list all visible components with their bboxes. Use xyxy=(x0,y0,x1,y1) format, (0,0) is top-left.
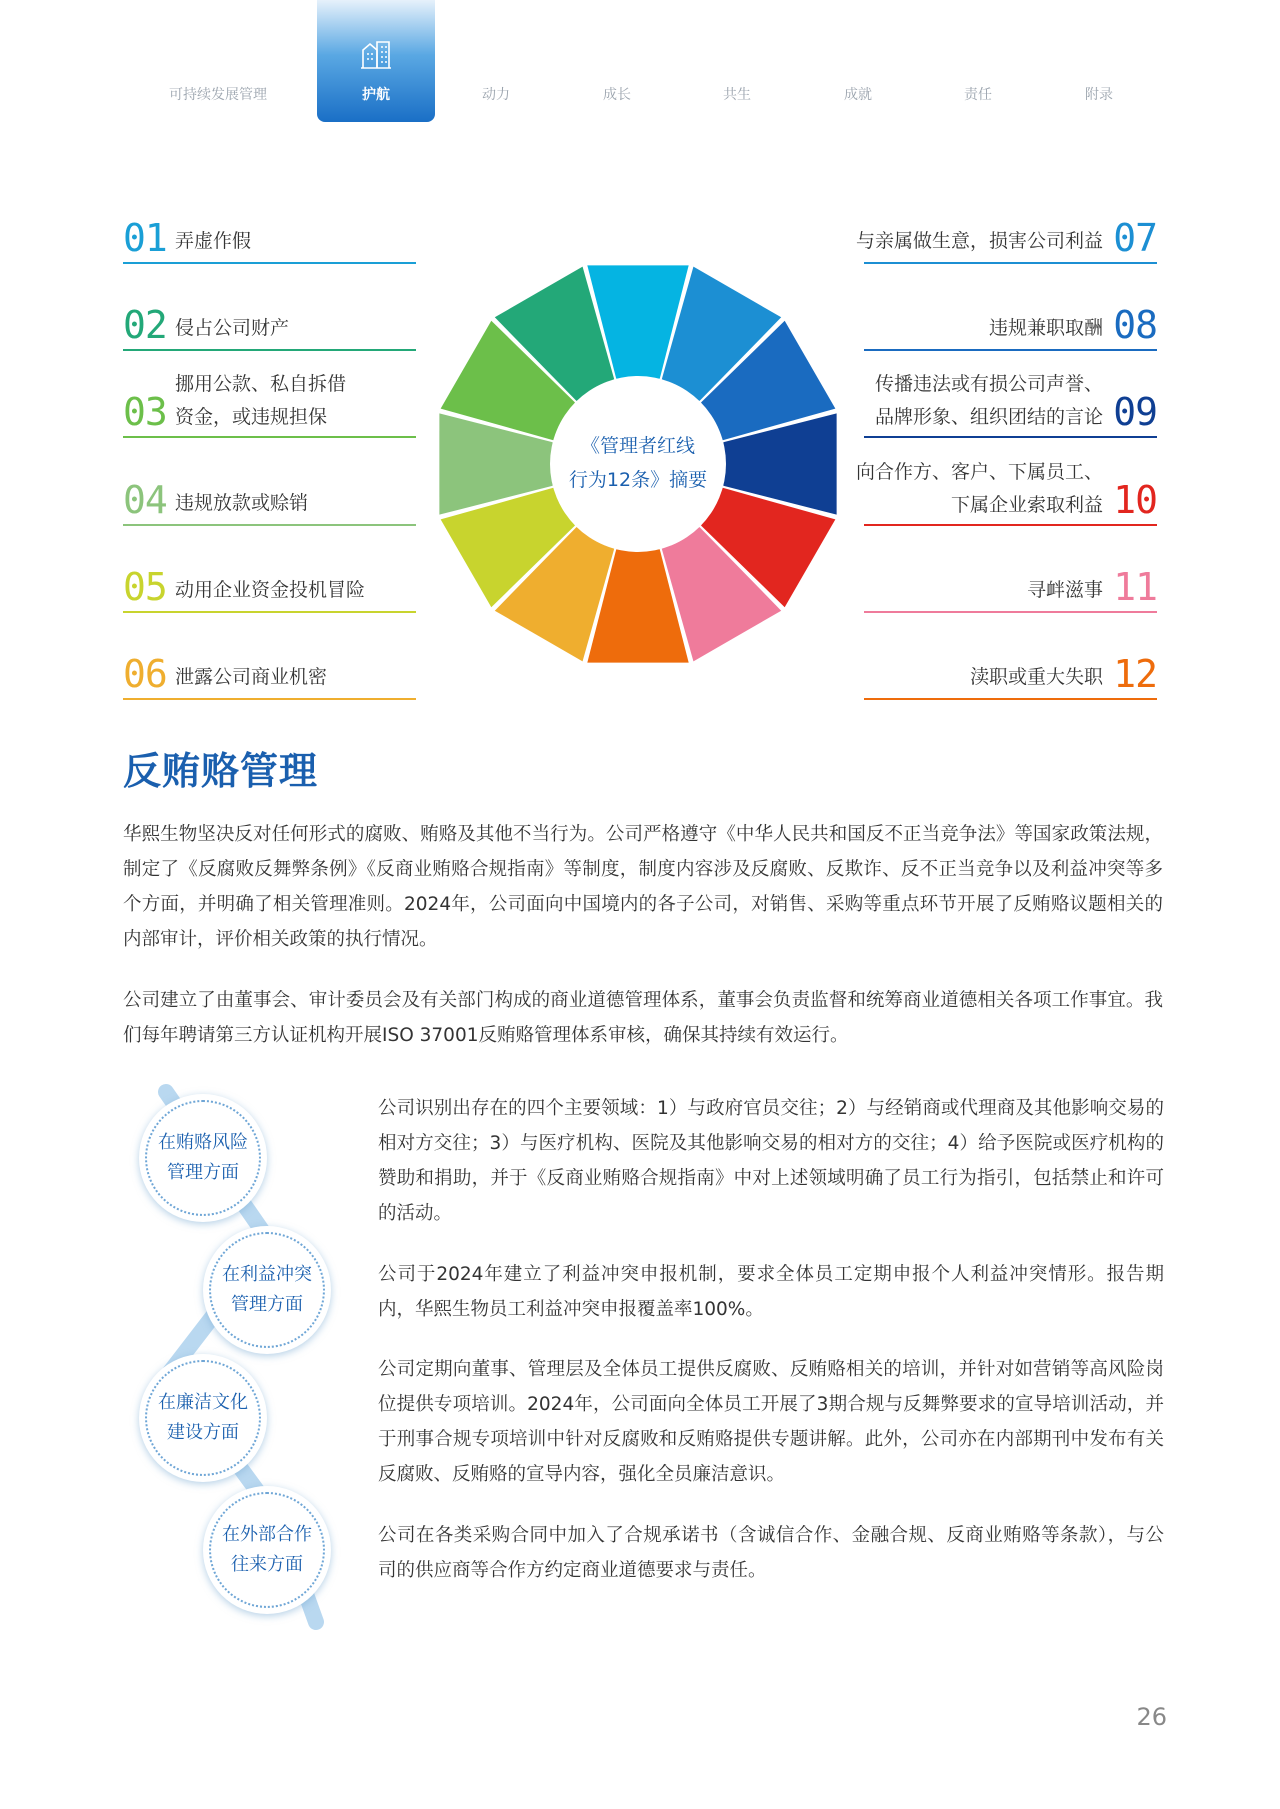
top-nav xyxy=(0,0,1280,122)
wheel-center xyxy=(550,376,726,552)
item-number: 06 xyxy=(123,652,167,696)
wheel-title-line2: 行为12条》摘要 xyxy=(568,469,708,491)
item-number: 09 xyxy=(1113,390,1157,434)
aspect-text-integrity-culture: 公司定期向董事、管理层及全体员工提供反腐败、反贿赂相关的培训，并针对如营销等高风险岗位提供专项培训。2024年，公司面向全体员工开展了3期合规与反舞弊要求的宣导培训活动，并于刑事合规专项培训中针对反腐败和反贿赂提供专题讲解。此外，公司亦在内部期刊中发布有关反腐败、反贿赂的宣导内容，强化全员廉洁意识。 xyxy=(378,1359,1164,1485)
nav-tab-appendix[interactable]: 附录 xyxy=(1085,87,1113,103)
bubble-line1: 在利益冲突 xyxy=(222,1264,312,1285)
nav-tab-symbiosis[interactable]: 共生 xyxy=(723,87,751,103)
item-underline xyxy=(123,436,416,438)
item-number: 02 xyxy=(123,303,167,347)
red-line-item xyxy=(123,652,416,696)
nav-tab-power[interactable]: 动力 xyxy=(482,87,510,103)
item-number: 01 xyxy=(123,216,167,260)
red-line-item xyxy=(864,303,1157,347)
item-text-line2: 下属企业索取利益 xyxy=(950,494,1103,516)
item-underline xyxy=(864,698,1157,700)
aspect-bubble-external-cooperation xyxy=(203,1486,331,1614)
red-line-item xyxy=(864,652,1157,696)
item-number: 07 xyxy=(1113,216,1157,260)
nav-tab-growth[interactable]: 成长 xyxy=(603,87,631,103)
item-text-line2: 资金，或违规担保 xyxy=(175,406,328,428)
item-text: 侵占公司财产 xyxy=(175,317,290,339)
item-text-line1: 传播违法或有损公司声誉、 xyxy=(874,373,1103,395)
item-underline xyxy=(864,349,1157,351)
item-text: 寻衅滋事 xyxy=(1026,579,1103,601)
item-underline xyxy=(864,611,1157,613)
item-text: 泄露公司商业机密 xyxy=(175,666,328,688)
aspect-bubble-bribery-risk xyxy=(139,1094,267,1222)
item-underline xyxy=(123,349,416,351)
intro-paragraph: 华熙生物坚决反对任何形式的腐败、贿赂及其他不当行为。公司严格遵守《中华人民共和国反不正当竞争法》等国家政策法规，制定了《反腐败反舞弊条例》《反商业贿赂合规指南》等制度，制度内容涉及反腐败、反欺诈、反不正当竞争以及利益冲突等多个方面，并明确了相关管理准则。2024年，公司面向中国境内的各子公司，对销售、采购等重点环节开展了反贿赂议题相关的内部审计，评价相关政策的执行情况。 xyxy=(123,824,1163,950)
item-underline xyxy=(864,436,1157,438)
nav-tab-escort[interactable]: 护航 xyxy=(317,0,435,122)
building-icon xyxy=(359,38,393,70)
item-text: 与亲属做生意，损害公司利益 xyxy=(855,230,1103,252)
bubble-line1: 在外部合作 xyxy=(222,1524,312,1545)
item-underline xyxy=(123,611,416,613)
bubble-line1: 在廉洁文化 xyxy=(158,1392,248,1413)
item-text: 违规兼职取酬 xyxy=(988,317,1103,339)
red-line-item xyxy=(123,478,416,522)
item-text-line2: 品牌形象、组织团结的言论 xyxy=(874,406,1103,428)
red-line-item xyxy=(864,373,1157,434)
item-underline xyxy=(864,524,1157,526)
item-underline xyxy=(123,262,416,264)
bubble-line2: 管理方面 xyxy=(231,1294,303,1315)
red-line-item xyxy=(123,216,416,260)
item-text: 弄虚作假 xyxy=(175,230,252,252)
aspect-bubble-conflict-of-interest xyxy=(203,1226,331,1354)
red-line-item xyxy=(855,461,1157,522)
item-underline xyxy=(123,524,416,526)
item-text: 动用企业资金投机冒险 xyxy=(175,579,366,601)
wheel-title-line1: 《管理者红线 xyxy=(580,435,696,457)
item-number: 11 xyxy=(1113,565,1157,609)
nav-tab-achievement[interactable]: 成就 xyxy=(844,87,872,103)
item-number: 12 xyxy=(1113,652,1157,696)
red-line-item xyxy=(123,373,416,434)
red-line-item xyxy=(864,565,1157,609)
red-line-item xyxy=(123,565,416,609)
aspect-text-external-cooperation: 公司在各类采购合同中加入了合规承诺书（含诚信合作、金融合规、反商业贿赂等条款），与公司的供应商等合作方约定商业道德要求与责任。 xyxy=(378,1525,1164,1581)
item-text: 违规放款或赊销 xyxy=(175,492,309,514)
item-underline xyxy=(864,262,1157,264)
red-line-item xyxy=(855,216,1157,260)
nav-tab-responsibility[interactable]: 责任 xyxy=(964,87,992,103)
item-underline xyxy=(123,698,416,700)
bubble-line2: 管理方面 xyxy=(167,1162,239,1183)
bubble-line2: 建设方面 xyxy=(167,1422,239,1443)
item-text-line1: 挪用公款、私自拆借 xyxy=(175,373,347,395)
item-number: 04 xyxy=(123,478,167,522)
section-title: 反贿赂管理 xyxy=(123,749,319,793)
red-lines-wheel xyxy=(432,258,844,670)
item-text-line1: 向合作方、客户、下属员工、 xyxy=(855,461,1103,483)
item-number: 05 xyxy=(123,565,167,609)
aspect-bubble-integrity-culture xyxy=(139,1354,267,1482)
bubble-line2: 往来方面 xyxy=(231,1554,303,1575)
aspect-text-bribery-risk: 公司识别出存在的四个主要领域：1）与政府官员交往；2）与经销商或代理商及其他影响交易的相对方交往；3）与医疗机构、医院及其他影响交易的相对方的交往；4）给予医院或医疗机构的赞助和捐助，并于《反商业贿赂合规指南》中对上述领域明确了员工行为指引，包括禁止和许可的活动。 xyxy=(378,1098,1164,1224)
nav-tab-sustainability[interactable]: 可持续发展管理 xyxy=(169,87,267,103)
bubble-line1: 在贿赂风险 xyxy=(158,1132,248,1153)
item-number: 03 xyxy=(123,390,167,434)
aspect-text-conflict-of-interest: 公司于2024年建立了利益冲突申报机制，要求全体员工定期申报个人利益冲突情形。报告期内，华熙生物员工利益冲突申报覆盖率100%。 xyxy=(378,1264,1164,1320)
system-paragraph: 公司建立了由董事会、审计委员会及有关部门构成的商业道德管理体系，董事会负责监督和统筹商业道德相关各项工作事宜。我们每年聘请第三方认证机构开展ISO 37001反贿赂管理体系审核，确保其持续有效运行。 xyxy=(123,990,1163,1046)
red-line-item xyxy=(123,303,416,347)
page-number: 26 xyxy=(1136,1703,1167,1731)
item-number: 08 xyxy=(1113,303,1157,347)
item-number: 10 xyxy=(1113,478,1157,522)
item-text: 渎职或重大失职 xyxy=(969,666,1103,688)
